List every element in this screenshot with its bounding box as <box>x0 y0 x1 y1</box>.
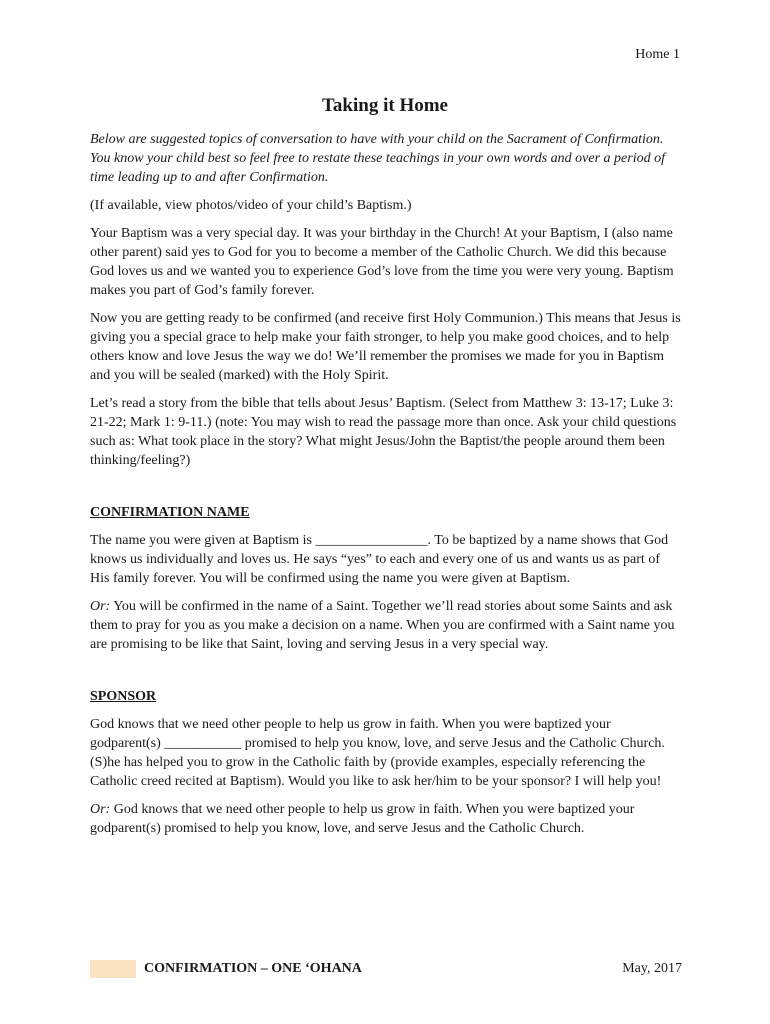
footer-program-title: CONFIRMATION – ONE ‘OHANA <box>144 961 362 976</box>
sponsor-paragraph-2-text: God knows that we need other people to help us grow in faith. When you were baptized your godparent(s) promised to help you know, love, and serve Jesus and the Catholic Church. <box>90 802 635 836</box>
page-footer <box>90 956 682 980</box>
sponsor-paragraph-1: God knows that we need other people to help us grow in faith. When you were baptized your godparent(s) ___________ promised to help you know, love, and serve Jesus and the Catholic Church. (S)he has helped you to grow in the Catholic faith by (provide examples, especially referencing the Catholic creed recited at Baptism). Would you like to ask her/him to be your sponsor? I will help you! <box>90 717 665 789</box>
or-lead: Or: <box>90 802 111 817</box>
intro-paragraph: Below are suggested topics of conversation to have with your child on the Sacrament of Confirmation. You know your child best so feel free to restate these teachings in your own words and over a period of time leading up to and after Confirmation. <box>90 132 665 185</box>
section-spacer <box>90 479 682 503</box>
body-paragraph-3: Now you are getting ready to be confirmed (and receive first Holy Communion.) This means that Jesus is giving you a special grace to help make your faith stronger, to help you make good choices, and to help others know and love Jesus the way we do! We’ll remember the promises we made for you in Baptism and you will be sealed (marked) with the Holy Spirit. <box>90 311 681 383</box>
body-paragraph-2: Your Baptism was a very special day. It was your birthday in the Church! At your Baptism, I (also name other parent) said yes to God for you to become a member of the Catholic Church. We did this because God loves us and we wanted you to experience God’s love from the time you were very young. Baptism makes you part of God’s family forever. <box>90 226 674 298</box>
body-paragraph-1: (If available, view photos/video of your child’s Baptism.) <box>90 198 412 213</box>
page-header-label: Home 1 <box>635 47 680 62</box>
confirmation-name-paragraph-2 <box>90 597 682 654</box>
sponsor-paragraph-2 <box>90 800 682 838</box>
sponsor-heading: SPONSOR <box>90 689 157 704</box>
page-title: Taking it Home <box>322 95 448 116</box>
footer-color-swatch <box>90 960 136 978</box>
footer-date: May, 2017 <box>622 961 682 976</box>
document-body <box>90 130 682 847</box>
confirmation-name-heading: CONFIRMATION NAME <box>90 505 250 520</box>
or-lead: Or: <box>90 599 111 614</box>
body-paragraph-4: Let’s read a story from the bible that tells about Jesus’ Baptism. (Select from Matthew 3: 13-17; Luke 3: 21-22; Mark 1: 9-11.) (note: You may wish to read the passage more than once. Ask your child questions such as: What took place in the story? What might Jesus/John the Baptist/the people around them been thinking/feeling?) <box>90 396 677 468</box>
confirmation-name-paragraph-2-text: You will be confirmed in the name of a Saint. Together we’ll read stories about some Saints and ask them to pray for you as you make a decision on a name. When you are confirmed with a Saint name you are promising to be like that Saint, loving and serving Jesus in a very special way. <box>90 599 675 652</box>
confirmation-name-paragraph-1: The name you were given at Baptism is ________________. To be baptized by a name shows that God knows us individually and loves us. He says “yes” to each and every one of us and wants us as part of His family forever. You will be confirmed using the name you were given at Baptism. <box>90 533 669 586</box>
section-spacer <box>90 663 682 687</box>
